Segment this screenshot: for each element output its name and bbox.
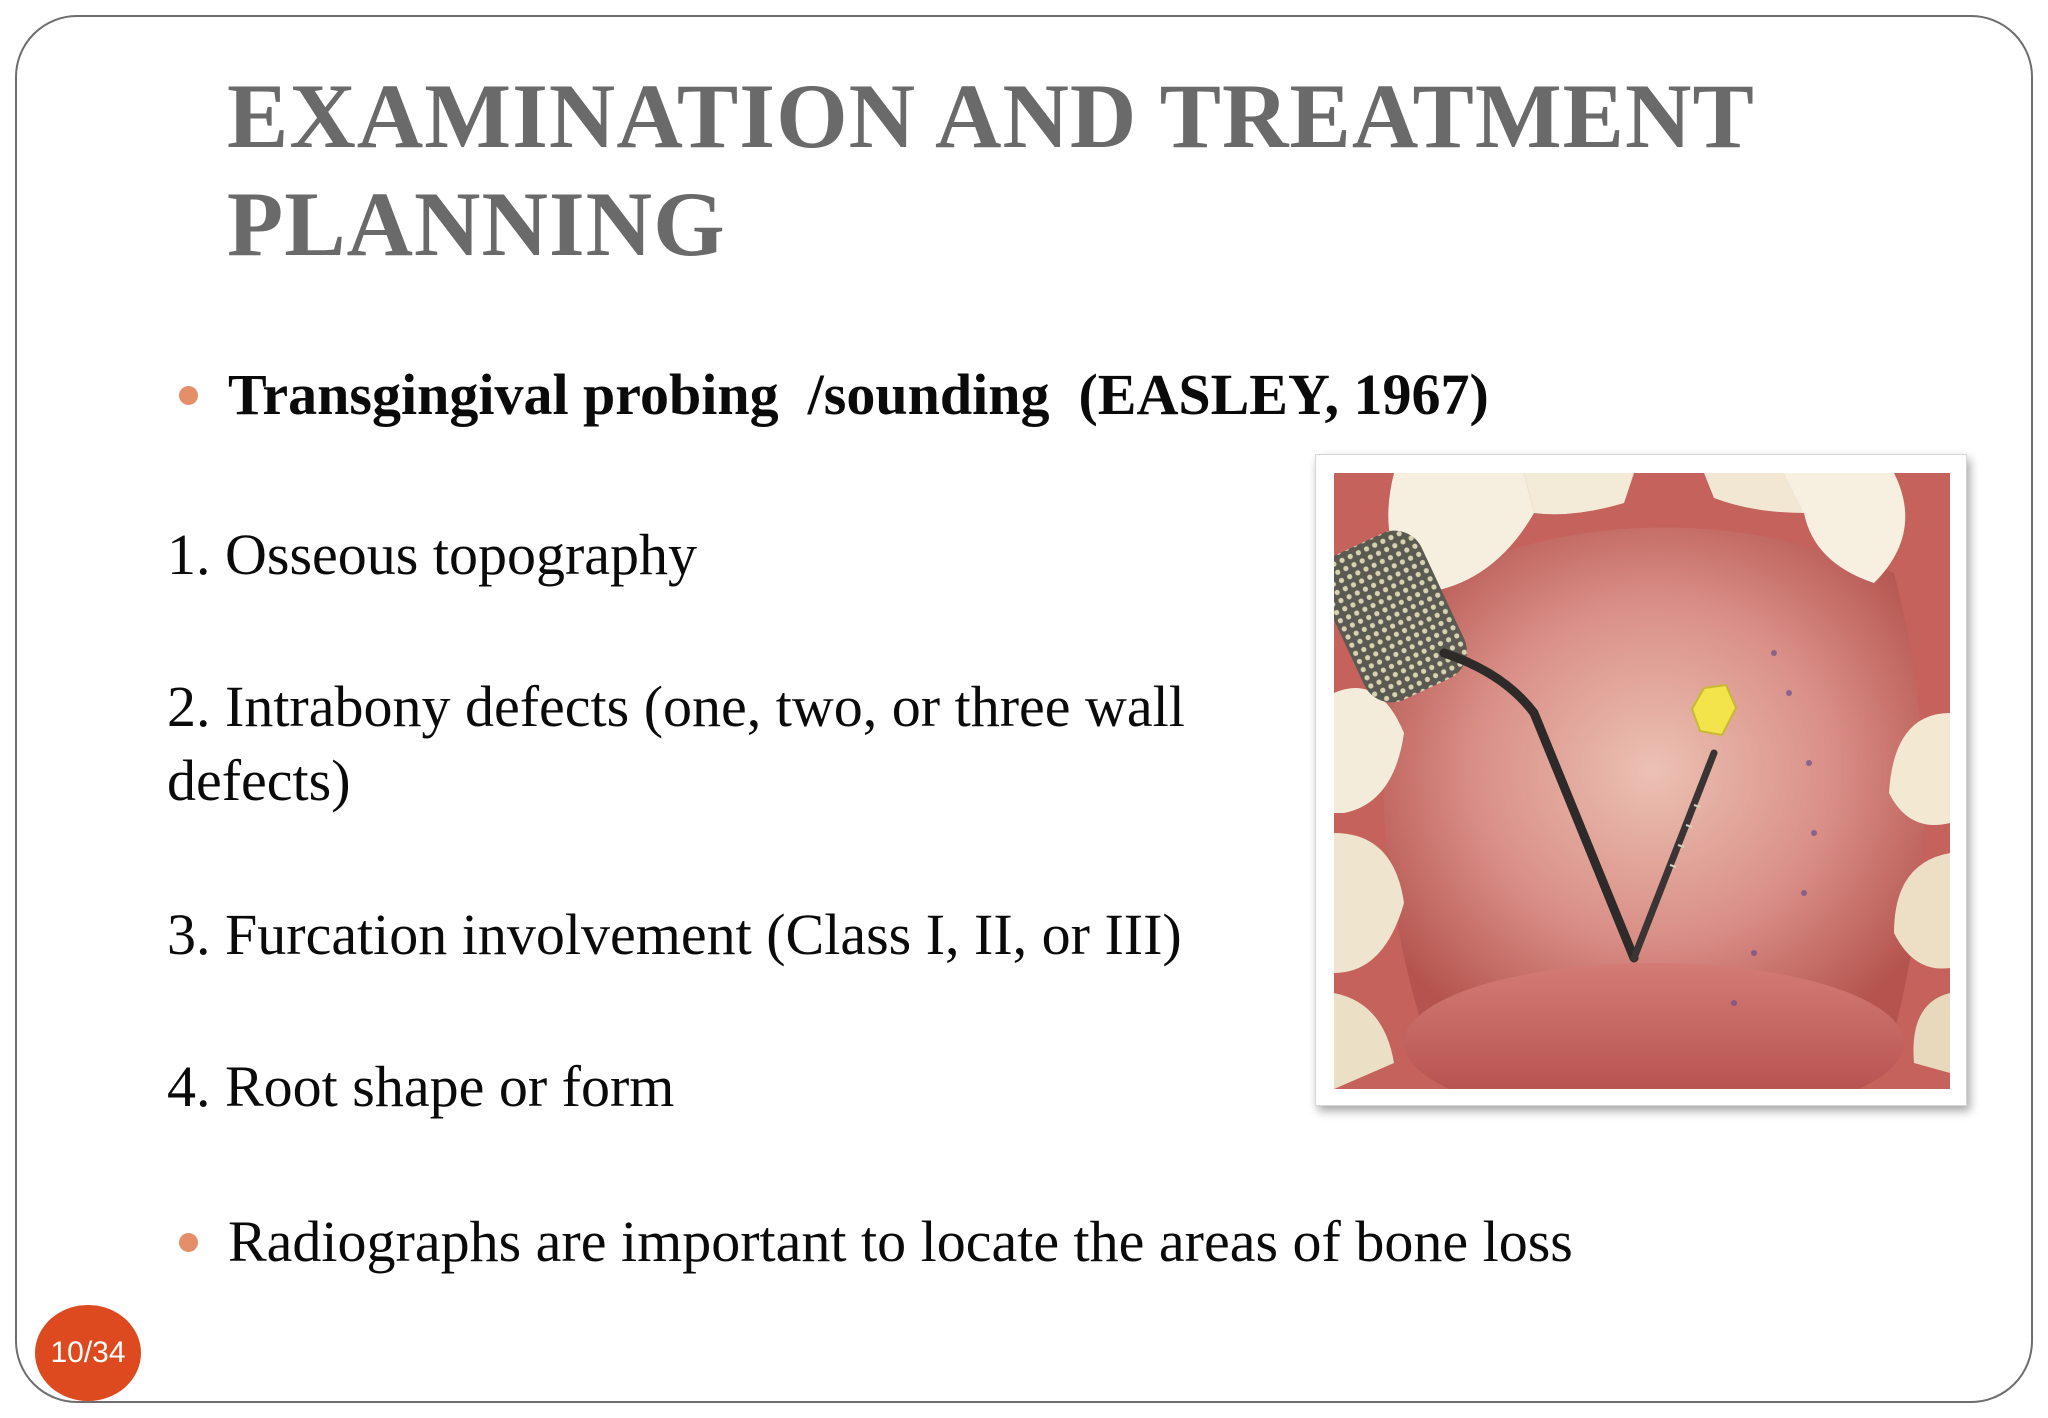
clinical-photo-frame [1315, 454, 1967, 1106]
slide [15, 15, 2033, 1403]
bullet-text: Radiographs are important to locate the areas of bone loss [228, 1209, 1573, 1274]
clinical-photo-image [1334, 473, 1950, 1089]
bullet-item-radiographs [179, 1207, 1573, 1277]
bullet-dot-icon [179, 386, 198, 405]
list-item-osseous: 1. Osseous topography [167, 522, 698, 587]
list-item-root-shape: 4. Root shape or form [167, 1054, 675, 1119]
bullet-item-probing [179, 360, 1489, 430]
bullet-text: Transgingival probing /sounding (EASLEY, 1967) [228, 362, 1489, 427]
page-number-badge: 10/34 [35, 1305, 141, 1401]
list-item-furcation: 3. Furcation involvement (Class I, II, or III) [167, 902, 1182, 967]
slide-title: EXAMINATION AND TREATMENT PLANNING [227, 65, 1754, 275]
list-item-intrabony: 2. Intrabony defects (one, two, or three wall defects) [167, 674, 1185, 813]
bullet-dot-icon [179, 1233, 198, 1252]
